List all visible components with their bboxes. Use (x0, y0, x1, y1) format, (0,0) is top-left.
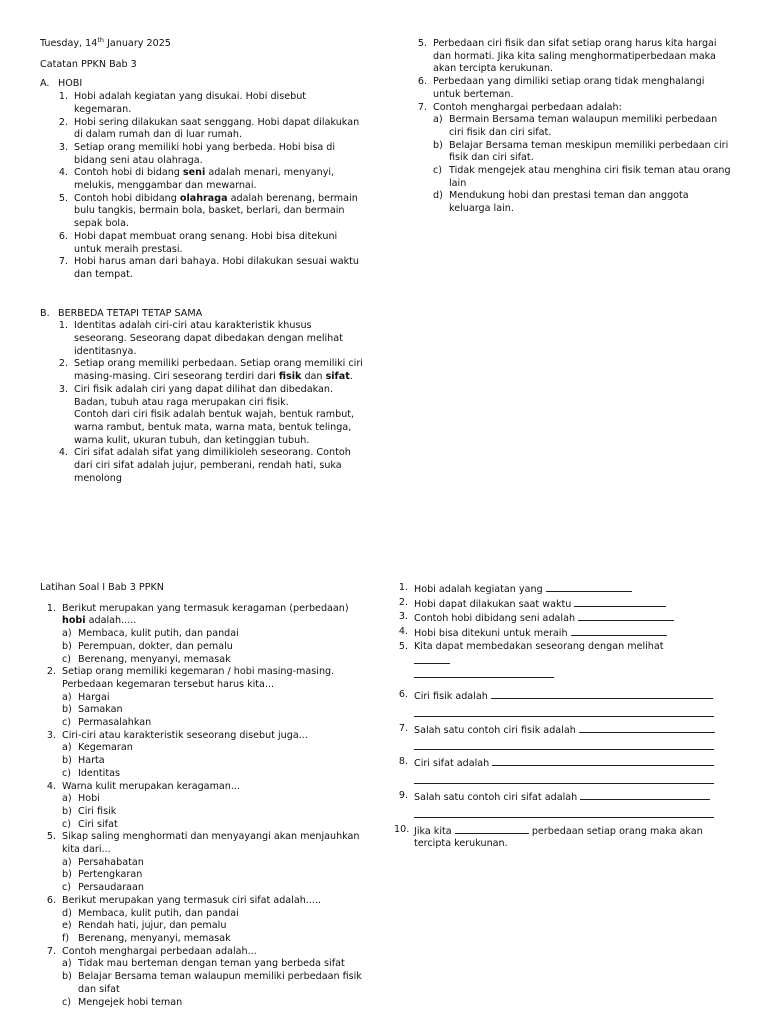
option-item (62, 628, 370, 641)
list-item (52, 384, 366, 448)
hobi-list (40, 91, 366, 282)
section-heading: HOBI (58, 78, 83, 90)
berbeda-list (40, 320, 366, 485)
option-text: Berenang, menyanyi, memasak (78, 653, 231, 665)
item-text: Hobi harus aman dari bahaya. Hobi dilakukan sesuai waktu dan tempat. (74, 256, 359, 280)
multiple-choice-list (40, 603, 370, 1010)
option-text: Bermain Bersama teman walaupun memiliki perbedaan ciri fisik dan ciri sifat. (449, 114, 718, 138)
option-item (62, 793, 370, 806)
item-text: Contoh hobi di bidang seni adalah menari, menyanyi, melukis, menggambar dan mewarnai. (74, 167, 335, 192)
answer-blank[interactable] (414, 668, 554, 678)
item-text: Perbedaan ciri fisik dan sifat setiap orang harus kita hargai dan hormati. Jika kita saling menghormatiperbedaan maka akan tercipta kerukunan. (433, 38, 717, 75)
option-item (62, 692, 370, 705)
option-letter: e) (62, 920, 72, 932)
item-text: Contoh menghargai perbedaan adalah: a) Bermain Bersama teman walaupun memiliki perbedaan ciri fisik dan ciri sifat. b) Belajar Bersama teman meskipun memiliki perbedaan ciri fisik dan ciri sifat. c) Tidak mengejek atau menghina ciri fisik teman atau orang lain d) Mendukung hobi dan prestasi teman dan anggota keluarga lain. (433, 101, 731, 215)
bold-term: hobi (62, 615, 86, 627)
list-item (411, 76, 731, 101)
item-number: 6. (417, 76, 427, 88)
fill-in-item (394, 641, 724, 689)
answer-blank[interactable] (571, 626, 667, 636)
option-list (62, 628, 370, 666)
option-text: Persahabatan (78, 856, 144, 868)
item-text: Hobi dapat membuat orang senang. Hobi bisa ditekuni untuk meraih prestasi. (74, 230, 338, 255)
item-number: 7. (46, 945, 56, 957)
option-letter: a) (62, 628, 72, 640)
section-letter: B. (40, 307, 50, 319)
fill-in-item (394, 597, 724, 612)
item-number: 4. (46, 780, 56, 792)
item-text: Hobi adalah kegiatan yang (414, 582, 724, 597)
notes-left-column (40, 38, 366, 486)
item-number: 5. (58, 192, 68, 204)
option-letter: c) (62, 882, 72, 894)
item-text: Jika kita perbedaan setiap orang maka akan tercipta kerukunan. (414, 825, 703, 850)
option-item (62, 857, 370, 870)
item-text: Kita dapat membedakan seseorang dengan melihat (414, 641, 724, 689)
option-item (62, 704, 370, 717)
item-text: Hobi adalah kegiatan yang disukai. Hobi disebut kegemaran. (74, 91, 307, 115)
option-item (62, 971, 370, 996)
answer-blank[interactable] (578, 611, 674, 621)
answer-blank[interactable] (579, 723, 715, 733)
question-item (40, 946, 370, 1010)
option-letter: b) (62, 755, 72, 767)
option-item (62, 641, 370, 654)
item-number: 1. (58, 320, 68, 332)
item-text: Contoh hobi dibidang seni adalah (414, 611, 724, 626)
option-letter: c) (62, 653, 72, 665)
answer-blank[interactable] (414, 771, 714, 784)
option-letter: a) (62, 856, 72, 868)
option-text: Hargai (78, 691, 110, 703)
fill-in-item (394, 611, 724, 626)
list-item (411, 38, 731, 76)
item-text: Setiap orang memiliki perbedaan. Setiap orang memiliki ciri masing-masing. Ciri seseorang terdiri dari fisik dan sifat. (74, 358, 363, 383)
option-item (433, 140, 731, 165)
item-text: Berikut merupakan yang termasuk ciri sifat adalah..... d) Membaca, kulit putih, dan pandai e) Rendah hati, jujur, dan pemalu f) Berenang, menyanyi, memasak (62, 895, 370, 946)
item-text: Hobi dapat dilakukan saat waktu (414, 597, 724, 612)
bold-term: olahraga (179, 192, 228, 204)
section-berbeda (40, 308, 366, 486)
option-text: Persaudaraan (78, 882, 144, 894)
option-item (62, 920, 370, 933)
list-item (52, 358, 366, 383)
question-item (40, 603, 370, 667)
option-letter: a) (62, 691, 72, 703)
option-letter: c) (62, 767, 72, 779)
option-letter: b) (62, 869, 72, 881)
option-item (62, 742, 370, 755)
item-number: 10. (394, 823, 410, 835)
option-text: Membaca, kulit putih, dan pandai (78, 628, 239, 640)
item-text: Ciri sifat adalah (414, 756, 724, 790)
exercise-right-column (394, 582, 724, 851)
item-text: Setiap orang memiliki hobi yang berbeda. Hobi bisa di bidang seni atau olahraga. (74, 141, 336, 166)
option-letter: a) (62, 793, 72, 805)
option-letter: b) (62, 805, 72, 817)
option-list (62, 908, 370, 946)
option-text: Identitas (78, 767, 120, 779)
item-extra: Contoh dari ciri fisik adalah bentuk wajah, bentuk rambut, warna rambut, bentuk mata, warna mata, bentuk telinga, warna kulit, ukuran tubuh, dan ketinggian tubuh. (74, 409, 355, 446)
option-text: Kegemaran (78, 742, 133, 754)
item-number: 1. (398, 582, 408, 593)
item-text: Ciri sifat adalah sifat yang dimilikioleh seseorang. Contoh dari ciri sifat adalah jujur, pemberani, rendah hati, suka menolong (74, 447, 351, 484)
option-letter: a) (62, 958, 72, 970)
option-item (62, 768, 370, 781)
item-number: 5. (46, 831, 56, 843)
fill-in-item (394, 626, 724, 641)
notes-title: Catatan PPKN Bab 3 (40, 58, 137, 70)
option-item (62, 958, 370, 971)
option-text: Samakan (78, 704, 123, 716)
item-number: 3. (58, 141, 68, 153)
option-text: Rendah hati, jujur, dan pemalu (78, 920, 227, 932)
question-item (40, 730, 370, 781)
option-item (62, 654, 370, 667)
list-item (52, 91, 366, 116)
option-item (62, 819, 370, 832)
item-text: Setiap orang memiliki kegemaran / hobi masing-masing. Perbedaan kegemaran tersebut harus kita... a) Hargai b) Samakan c) Permasalahkan (62, 666, 370, 730)
option-list (62, 692, 370, 730)
option-letter: d) (62, 907, 72, 919)
option-item (62, 933, 370, 946)
item-number: 5. (417, 38, 427, 49)
option-text: Harta (78, 755, 105, 767)
option-text: Permasalahkan (78, 717, 152, 729)
answer-blank[interactable] (414, 704, 714, 717)
fill-in-item (394, 824, 724, 851)
item-number: 8. (398, 756, 408, 768)
item-text: Ciri fisik adalah (414, 689, 724, 723)
item-text: Perbedaan yang dimiliki setiap orang tidak menghalangi untuk berteman. (433, 76, 705, 100)
option-item (62, 869, 370, 882)
section-hobi (40, 78, 366, 281)
option-text: Berenang, menyanyi, memasak (78, 932, 231, 944)
option-text: Ciri sifat (78, 818, 118, 830)
item-number: 5. (398, 640, 408, 652)
item-text: Salah satu contoh ciri sifat adalah (414, 790, 724, 824)
section-letter: A. (40, 78, 50, 90)
item-number: 4. (398, 626, 408, 638)
fill-in-item (394, 790, 724, 824)
list-item (52, 320, 366, 358)
item-text: Ciri fisik adalah ciri yang dapat dilihat dan dibedakan. Badan, tubuh atau raga merupakan ciri fisik. Contoh dari ciri fisik adalah bentuk wajah, bentuk rambut, warna rambut, bentuk mata, warna mata, bentuk telinga, warna kulit, ukuran tubuh, dan ketinggian tubuh. (74, 384, 366, 448)
item-number: 6. (58, 230, 68, 242)
option-item (433, 190, 731, 215)
answer-blank[interactable] (455, 824, 529, 834)
item-number: 4. (58, 167, 68, 179)
option-text: Pertengkaran (78, 869, 143, 881)
bold-term: sifat (325, 371, 350, 383)
option-item (433, 165, 731, 190)
option-list (62, 958, 370, 1009)
section-heading: BERBEDA TETAPI TETAP SAMA (58, 307, 203, 319)
option-letter: c) (62, 717, 72, 729)
answer-blank[interactable] (580, 790, 710, 800)
list-item (52, 142, 366, 167)
option-list (62, 742, 370, 780)
item-number: 7. (58, 256, 68, 268)
item-number: 3. (398, 611, 408, 623)
option-text: Tidak mau berteman dengan teman yang berbeda sifat (78, 958, 345, 970)
item-number: 6. (46, 894, 56, 906)
option-item (62, 997, 370, 1010)
option-text: Perempuan, dokter, dan pemalu (78, 640, 233, 652)
option-item (433, 114, 731, 139)
option-text: Ciri fisik (78, 805, 117, 817)
list-item (52, 447, 366, 485)
fill-in-item (394, 756, 724, 790)
answer-blank[interactable] (414, 654, 450, 664)
option-letter: a) (62, 742, 72, 754)
option-item (62, 908, 370, 921)
list-item (52, 117, 366, 142)
notes-right-column (411, 38, 731, 216)
option-list (62, 857, 370, 895)
item-number: 2. (46, 666, 56, 678)
answer-blank[interactable] (491, 689, 713, 699)
option-text: Belajar Bersama teman walaupun memiliki perbedaan fisik dan sifat (78, 971, 362, 995)
item-number: 2. (58, 116, 68, 128)
option-letter: d) (433, 190, 443, 202)
option-letter: c) (62, 996, 72, 1008)
item-text: Berikut merupakan yang termasuk keragaman (perbedaan) hobi adalah..... a) Membaca, kulit putih, dan pandai b) Perempuan, dokter, dan pemalu c) Berenang, menyanyi, memasak (62, 603, 370, 667)
answer-blank[interactable] (574, 597, 666, 607)
option-text: Mendukung hobi dan prestasi teman dan anggota keluarga lain. (449, 190, 689, 215)
exercise-left-column (40, 582, 370, 1009)
item-text: Contoh hobi dibidang olahraga adalah berenang, bermain bulu tangkis, bermain bola, basket, berlari, dan bermain sepak bola. (74, 192, 358, 230)
answer-blank[interactable] (414, 737, 714, 750)
item-number: 1. (58, 91, 68, 103)
question-item (40, 895, 370, 946)
item-number: 7. (398, 722, 408, 734)
answer-blank[interactable] (414, 805, 714, 818)
answer-blank[interactable] (492, 756, 714, 766)
item-number: 9. (398, 790, 408, 802)
item-number: 3. (58, 383, 68, 395)
option-text: Tidak mengejek atau menghina ciri fisik teman atau orang lain (449, 165, 731, 189)
fill-in-item (394, 689, 724, 723)
bold-term: fisik (278, 371, 302, 383)
question-item (40, 666, 370, 730)
item-text: Sikap saling menghormati dan menyayangi akan menjauhkan kita dari... a) Persahabatan b) Pertengkaran c) Persaudaraan (62, 831, 370, 895)
item-text: Identitas adalah ciri-ciri atau karakteristik khusus seseorang. Seseorang dapat dibedakan dengan melihat identitasnya. (74, 320, 343, 357)
option-letter: f) (62, 932, 70, 944)
exercise-title: Latihan Soal I Bab 3 PPKN (40, 582, 164, 593)
option-letter: b) (62, 704, 72, 716)
question-item (40, 781, 370, 832)
item-text: Ciri-ciri atau karakteristik seseorang disebut juga... a) Kegemaran b) Harta c) Identitas (62, 730, 370, 781)
list-item (52, 231, 366, 256)
option-letter: b) (62, 971, 72, 983)
item-number: 2. (58, 358, 68, 370)
answer-blank[interactable] (546, 582, 632, 592)
list-item (52, 193, 366, 231)
item-number: 4. (58, 447, 68, 459)
option-letter: b) (433, 139, 443, 151)
option-text: Mengejek hobi teman (78, 996, 183, 1008)
option-letter: c) (62, 818, 72, 830)
date-line: Tuesday, 14th January 2025 (40, 36, 171, 49)
item-text: Hobi bisa ditekuni untuk meraih (414, 626, 724, 641)
option-list (433, 114, 731, 216)
continued-list (411, 38, 731, 216)
item-number: 7. (417, 101, 427, 113)
option-text: Belajar Bersama teman meskipun memiliki perbedaan ciri fisik dan ciri sifat. (449, 139, 729, 164)
item-number: 1. (46, 602, 56, 614)
item-number: 3. (46, 729, 56, 741)
item-text: Contoh menghargai perbedaan adalah... a) Tidak mau berteman dengan teman yang berbeda sifat b) Belajar Bersama teman walaupun memiliki perbedaan fisik dan sifat c) Mengejek hobi teman (62, 946, 370, 1010)
option-letter: a) (433, 114, 443, 126)
fill-in-list (394, 582, 724, 851)
item-number: 2. (398, 596, 408, 608)
option-text: Hobi (78, 793, 100, 805)
item-text: Salah satu contoh ciri fisik adalah (414, 723, 724, 757)
option-text: Membaca, kulit putih, dan pandai (78, 907, 239, 919)
bold-term: seni (182, 167, 206, 179)
option-item (62, 717, 370, 730)
list-item (52, 256, 366, 281)
option-list (62, 793, 370, 831)
option-letter: b) (62, 640, 72, 652)
option-item (62, 806, 370, 819)
item-text: Warna kulit merupakan keragaman... a) Hobi b) Ciri fisik c) Ciri sifat (62, 781, 370, 832)
option-letter: c) (433, 165, 443, 177)
option-item (62, 755, 370, 768)
question-item (40, 831, 370, 895)
list-item (411, 102, 731, 216)
item-text: Hobi sering dilakukan saat senggang. Hobi dapat dilakukan di dalam rumah dan di luar rumah. (74, 116, 360, 141)
fill-in-item (394, 582, 724, 597)
item-number: 6. (398, 688, 408, 700)
option-item (62, 882, 370, 895)
fill-in-item (394, 723, 724, 757)
list-item (52, 167, 366, 192)
